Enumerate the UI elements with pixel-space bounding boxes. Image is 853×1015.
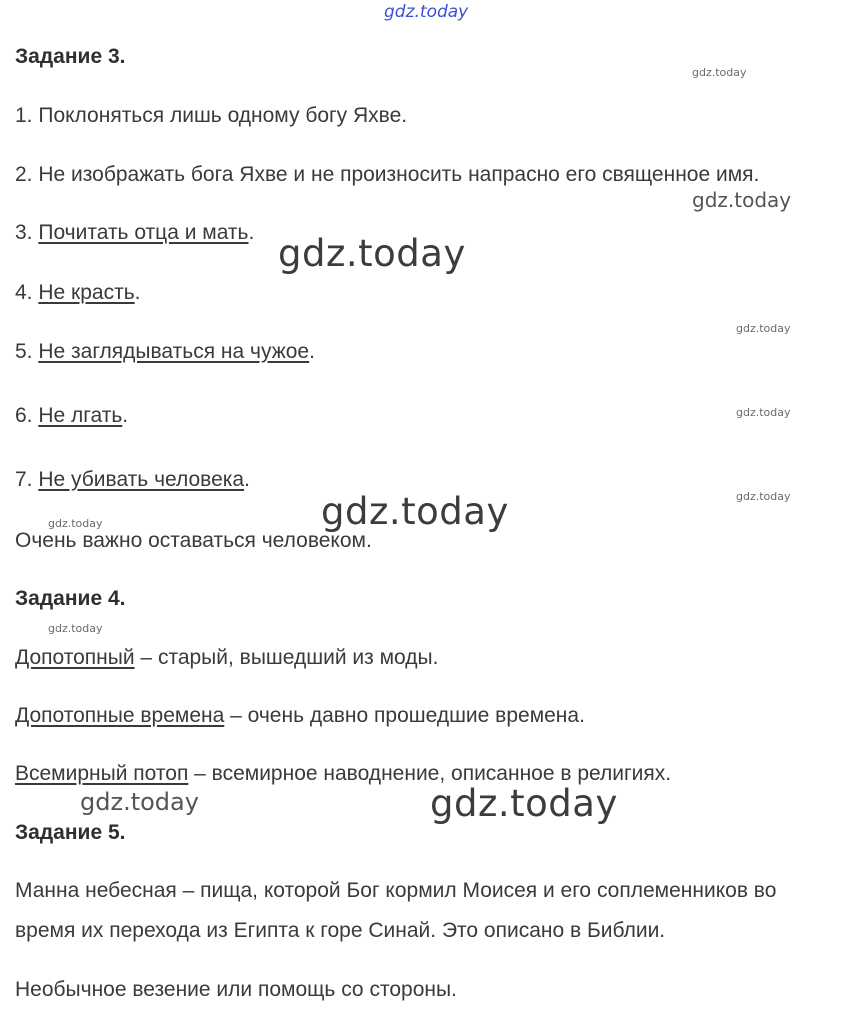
task4-definition-1: Допотопный – старый, вышедший из моды. — [15, 646, 439, 669]
header-watermark: gdz.today — [384, 2, 469, 22]
watermark: gdz.today — [278, 232, 466, 275]
task4-definition-3: Всемирный потоп – всемирное наводнение, описанное в религиях. — [15, 762, 672, 785]
task5-paragraph-1-line-1: Манна небесная – пища, которой Бог кормил Моисея и его соплеменников во — [15, 879, 777, 902]
watermark: gdz.today — [80, 788, 199, 816]
task3-item-5: 5. Не заглядываться на чужое. — [15, 340, 315, 363]
watermark: gdz.today — [692, 188, 792, 212]
watermark: gdz.today — [48, 622, 103, 635]
task3-item-4: 4. Не красть. — [15, 281, 141, 304]
watermark: gdz.today — [736, 322, 791, 335]
task4-definition-2: Допотопные времена – очень давно прошедшие времена. — [15, 704, 585, 727]
task3-conclusion: Очень важно оставаться человеком. — [15, 529, 372, 552]
watermark: gdz.today — [692, 66, 747, 79]
watermark: gdz.today — [321, 490, 509, 533]
task5-paragraph-2: Необычное везение или помощь со стороны. — [15, 978, 457, 1001]
task4-title: Задание 4. — [15, 587, 126, 610]
task3-item-7: 7. Не убивать человека. — [15, 468, 250, 491]
task3-item-1: 1. Поклоняться лишь одному богу Яхве. — [15, 104, 408, 127]
watermark: gdz.today — [430, 782, 618, 825]
task3-item-2: 2. Не изображать бога Яхве и не произносить напрасно его священное имя. — [15, 163, 760, 186]
watermark: gdz.today — [736, 490, 791, 503]
task3-item-6: 6. Не лгать. — [15, 404, 129, 427]
task3-item-3: 3. Почитать отца и мать. — [15, 221, 255, 244]
task5-title: Задание 5. — [15, 821, 126, 844]
task5-paragraph-1-line-2: время их перехода из Египта к горе Синай. Это описано в Библии. — [15, 919, 666, 942]
watermark: gdz.today — [48, 517, 103, 530]
task3-title: Задание 3. — [15, 45, 126, 68]
watermark: gdz.today — [736, 406, 791, 419]
